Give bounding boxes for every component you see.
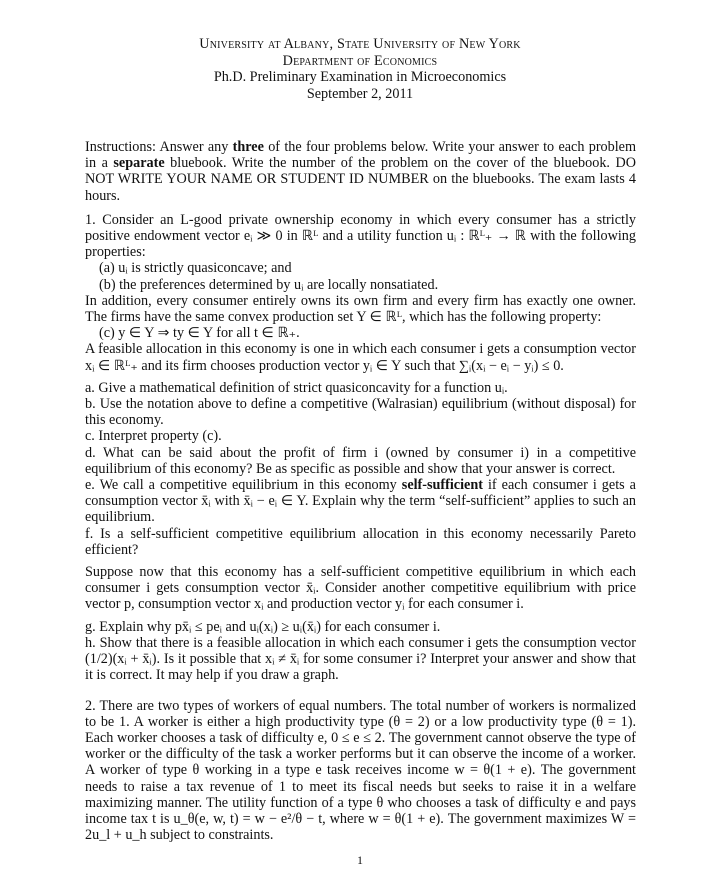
problem1-question-f: f. Is a self-sufficient competitive equilibrium allocation in this economy necessarily Pareto efficient? [85, 525, 636, 558]
problem1-question-d: d. What can be said about the profit of firm i (owned by consumer i) in a competitive equilibrium of this economy? Be as specific as possible and show that your answer is correct. [85, 444, 636, 477]
instructions-emphasis-separate: separate [113, 155, 165, 172]
instructions-mid: of the four problems below. Write your answer to each problem in a [85, 139, 637, 172]
problem1-question-h: h. Show that there is a feasible allocation in which each consumer i gets the consumption vector (1/2)(xᵢ + x̄ᵢ). Is it possible that xᵢ ≠ x̄ᵢ for some consumer i? Interpret your answer and show that it is correct. It may help if you draw a graph. [85, 634, 636, 684]
problem1-question-b: b. Use the notation above to define a competitive (Walrasian) equilibrium (without disposal) for this economy. [85, 396, 636, 429]
problem1-addition: In addition, every consumer entirely owns its own firm and every firm has exactly one owner. The firms have the same convex production set Y ∈ ℝᴸ, which has the following property: [85, 292, 636, 326]
exam-body [85, 139, 636, 843]
problem1-question-a: a. Give a mathematical definition of strict quasiconcavity for a function uᵢ. [85, 379, 508, 396]
problem1-question-g: g. Explain why px̄ᵢ ≤ peᵢ and uᵢ(xᵢ) ≥ uᵢ(x̄ᵢ) for each consumer i. [85, 618, 441, 635]
page-number: 1 [357, 853, 363, 867]
problem1-property-a: (a) uᵢ is strictly quasiconcave; and [99, 260, 292, 277]
problem1-property-c: (c) y ∈ Y ⇒ ty ∈ Y for all t ∈ ℝ₊. [99, 325, 300, 342]
instructions-emphasis-three: three [232, 139, 264, 155]
exam-title: Ph.D. Preliminary Examination in Microeconomics [213, 69, 507, 86]
question-e-emphasis: self-sufficient [401, 477, 483, 494]
exam-header [0, 36, 720, 102]
instructions-rest: bluebook. Write the number of the problem on the cover of the bluebook. DO NOT WRITE YOUR NAME OR STUDENT ID NUMBER on the bluebooks. The exam lasts 4 hours. [85, 155, 636, 204]
instructions-lead: Instructions: Answer any [85, 139, 233, 155]
problem1-suppose: Suppose now that this economy has a self-sufficient competitive equilibrium in which each consumer i gets consumption vector x̄ᵢ. Consider another competitive equilibrium with price vector p, consumption vector xᵢ and production vector yᵢ for each consumer i. [85, 564, 636, 613]
problem1-intro: 1. Consider an L-good private ownership economy in which every consumer has a strictly positive endowment vector eᵢ ≫ 0 in ℝᴸ and a utility function uᵢ : ℝᴸ₊ → ℝ with the following properties: [85, 211, 636, 261]
problem1-question-e [85, 477, 636, 526]
department-name: Department of Economics [282, 52, 438, 69]
question-e-rest: if each consumer i gets a consumption vector x̄ᵢ with x̄ᵢ − eᵢ ∈ Y. Explain why the term “self-sufficient” applies to such an equilibrium. [85, 477, 636, 526]
question-e-lead: e. We call a competitive equilibrium in this economy [85, 477, 402, 494]
exam-date: September 2, 2011 [306, 85, 414, 102]
problem1-property-b: (b) the preferences determined by uᵢ are locally nonsatiated. [99, 276, 439, 293]
university-name: University at Albany, State University of New York [199, 36, 521, 52]
instructions [85, 139, 636, 204]
problem2-text: 2. There are two types of workers of equal numbers. The total number of workers is normalized to be 1. A worker is either a high productivity type (θ = 2) or a low productivity type (θ = 1). Each worker chooses a task of difficulty e, 0 ≤ e ≤ 2. The government cannot observe the type of worker or the difficulty of the task a worker performs but it can observe the income of a worker. A worker of type θ working in a type e task receives income w = θ(1 + e). The government needs to raise a tax revenue of 1 to meet its fiscal needs but seeks to raise it in a welfare maximizing manner. The utility function of a type θ who chooses a task of difficulty e and pays income tax t is u_θ(e, w, t) = w − e²/θ − t, where w = θ(1 + e). The government maximizes W = 2u_l + u_h subject to constraints. [85, 697, 636, 844]
problem1-question-c: c. Interpret property (c). [85, 428, 222, 445]
problem1-feasible-allocation: A feasible allocation in this economy is one in which each consumer i gets a consumption vector xᵢ ∈ ℝᴸ₊ and its firm chooses production vector yᵢ ∈ Y such that ∑ᵢ(xᵢ − eᵢ − yᵢ) ≤ 0. [85, 341, 636, 374]
